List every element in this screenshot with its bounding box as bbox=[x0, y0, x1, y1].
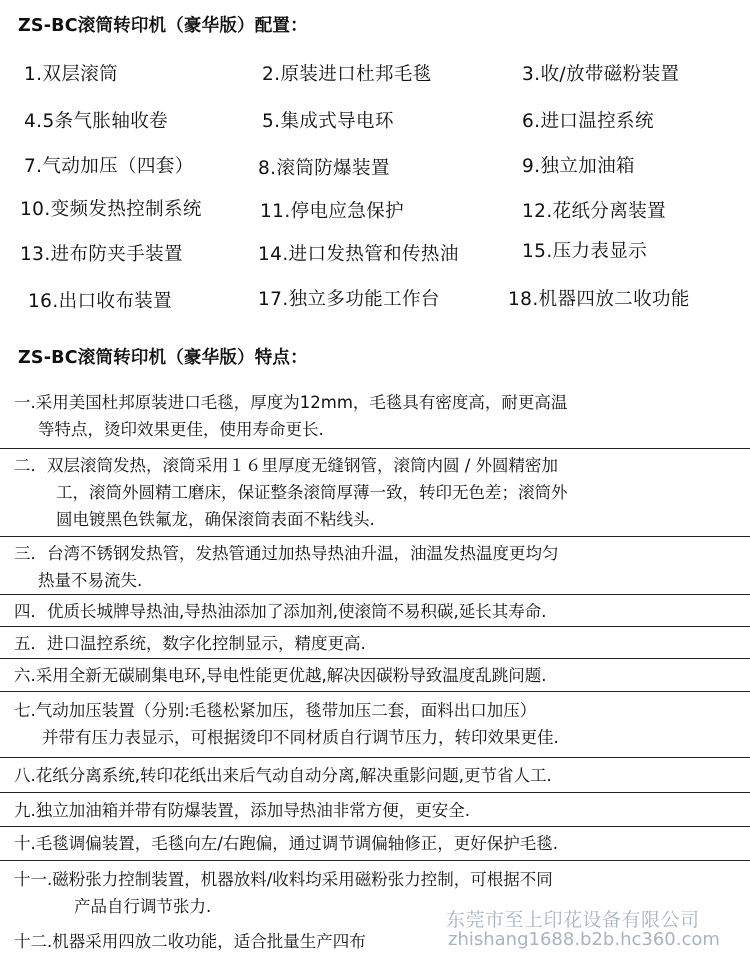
config-item: 15.压力表显示 bbox=[522, 241, 648, 262]
config-item: 18.机器四放二收功能 bbox=[508, 289, 690, 310]
feature-line: 三．台湾不锈钢发热管，发热管通过加热导热油升温，油温发热温度更均匀 bbox=[14, 544, 559, 563]
divider bbox=[0, 860, 750, 861]
divider bbox=[0, 792, 750, 793]
divider bbox=[0, 658, 750, 659]
config-item: 13.进布防夹手装置 bbox=[20, 244, 183, 265]
divider bbox=[0, 757, 750, 758]
config-item: 16.出口收布装置 bbox=[28, 291, 173, 312]
config-item: 10.变频发热控制系统 bbox=[20, 199, 202, 220]
config-title: ZS-BC滚筒转印机（豪华版）配置： bbox=[18, 16, 308, 36]
feature-line: 二．双层滚筒发热，滚筒采用１６里厚度无缝钢管，滚筒内圆 / 外圆精密加 bbox=[14, 456, 559, 475]
feature-item bbox=[0, 598, 750, 625]
config-item: 1.双层滚筒 bbox=[24, 64, 119, 85]
config-item: 14.进口发热管和传热油 bbox=[258, 244, 459, 265]
feature-item bbox=[0, 928, 750, 955]
config-item: 8.滚筒防爆装置 bbox=[258, 158, 390, 179]
divider bbox=[0, 594, 750, 595]
feature-line: 八.花纸分离系统,转印花纸出来后气动自动分离,解决重影问题,更节省人工. bbox=[14, 766, 552, 785]
watermark-url: zhishang1688.b2b.hc360.com bbox=[448, 929, 720, 950]
feature-line: 工，滚筒外圆精工磨床，保证整条滚筒厚薄一致，转印无色差；滚筒外 bbox=[56, 483, 568, 502]
config-item: 4.5条气胀轴收卷 bbox=[24, 111, 169, 132]
divider bbox=[0, 536, 750, 537]
features-title: ZS-BC滚筒转印机（豪华版）特点： bbox=[18, 348, 308, 368]
config-item: 12.花纸分离装置 bbox=[522, 201, 667, 222]
divider bbox=[0, 691, 750, 692]
feature-line: 一.采用美国杜邦原装进口毛毯，厚度为12mm，毛毯具有密度高，耐更高温 bbox=[14, 393, 568, 412]
feature-line: 七.气动加压装置（分别:毛毯松紧加压，毯带加压二套，面料出口加压） bbox=[14, 701, 537, 720]
divider bbox=[0, 626, 750, 627]
divider bbox=[0, 448, 750, 449]
feature-item bbox=[0, 662, 750, 689]
divider bbox=[0, 826, 750, 827]
feature-item bbox=[0, 452, 750, 533]
feature-line: 等特点，烫印效果更佳，使用寿命更长. bbox=[38, 420, 324, 439]
config-item: 5.集成式导电环 bbox=[262, 111, 394, 132]
feature-item bbox=[0, 797, 750, 824]
feature-item bbox=[0, 630, 750, 657]
feature-line: 圆电镀黑色铁氟龙，确保滚筒表面不粘线头. bbox=[56, 510, 375, 529]
config-item: 11.停电应急保护 bbox=[260, 201, 405, 222]
feature-line: 十二.机器采用四放二收功能，适合批量生产四布 bbox=[14, 932, 366, 951]
feature-line: 五．进口温控系统，数字化控制显示，精度更高. bbox=[14, 634, 366, 653]
feature-item bbox=[0, 540, 750, 594]
config-item: 9.独立加油箱 bbox=[522, 156, 635, 177]
feature-line: 十一.磁粉张力控制装置，机器放料/收料均采用磁粉张力控制，可根据不同 bbox=[14, 870, 553, 889]
feature-line: 热量不易流失. bbox=[38, 571, 143, 590]
feature-item bbox=[0, 697, 750, 751]
config-item: 2.原装进口杜邦毛毯 bbox=[262, 64, 432, 85]
feature-item bbox=[0, 389, 750, 443]
feature-line: 并带有压力表显示，可根据烫印不同材质自行调节压力，转印效果更佳. bbox=[42, 728, 559, 747]
config-item: 3.收/放带磁粉装置 bbox=[522, 64, 680, 85]
feature-line: 产品自行调节张力. bbox=[74, 897, 212, 916]
feature-line: 十.毛毯调偏装置，毛毯向左/右跑偏，通过调节调偏轴修正，更好保护毛毯. bbox=[14, 834, 559, 853]
watermark-company: 东莞市至上印花设备有限公司 bbox=[446, 909, 700, 931]
config-item: 17.独立多功能工作台 bbox=[258, 289, 440, 310]
config-item: 7.气动加压（四套） bbox=[24, 156, 194, 177]
config-item: 6.进口温控系统 bbox=[522, 111, 654, 132]
feature-line: 四．优质长城牌导热油,导热油添加了添加剂,使滚筒不易积碳,延长其寿命. bbox=[14, 602, 547, 621]
feature-item bbox=[0, 762, 750, 789]
feature-line: 九.独立加油箱并带有防爆装置，添加导热油非常方便，更安全. bbox=[14, 801, 470, 820]
feature-item bbox=[0, 830, 750, 857]
feature-line: 六.采用全新无碳刷集电环,导电性能更优越,解决因碳粉导致温度乱跳问题. bbox=[14, 666, 547, 685]
